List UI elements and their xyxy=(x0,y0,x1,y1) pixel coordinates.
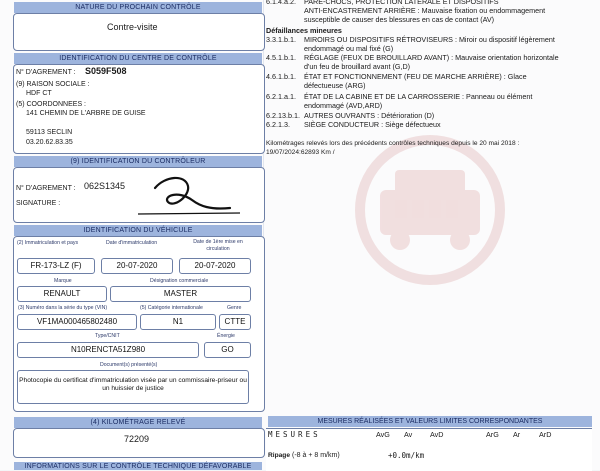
mesures-col-title: MESURES xyxy=(268,430,321,439)
defaillance-item: 4.6.1.b.1. ÉTAT ET FONCTIONNEMENT (FEU DE MARCHE ARRIÈRE) : Glace xyxy=(266,72,527,81)
mesures-row-range: (-8 à + 8 m/km) xyxy=(292,452,340,459)
cat-label: (5) Catégorie internationale xyxy=(140,305,203,311)
genre-label: Genre xyxy=(227,305,242,311)
defaillance-top-line1: 6.1.4.a.2. PARE-CHOCS, PROTECTION LATERALE ET DISPOSITIFS xyxy=(266,0,499,6)
defaillance-item-cont: endommagé (AVD,ARD) xyxy=(304,101,383,110)
defaillance-item: 3.3.1.b.1. MIROIRS OU DISPOSITIFS RÉTROVISEURS : Miroir ou dispositif légèrement xyxy=(266,35,555,44)
defaillance-item: 6.2.13.b.1. AUTRES OUVRANTS : Détérioration (D) xyxy=(266,111,435,120)
defaillance-item-cont: défectueuse (ARG) xyxy=(304,81,366,90)
energie-field: GO xyxy=(204,342,251,358)
energie-label: Énergie xyxy=(217,333,235,339)
section-header-vehicule: IDENTIFICATION DU VÉHICULE xyxy=(14,225,262,236)
section-header-kilometrage: (4) KILOMÉTRAGE RELEVÉ xyxy=(14,417,262,428)
defaillance-item: 4.5.1.b.1. RÉGLAGE (FEUX DE BROUILLARD AVANT) : Mauvaise orientation horizontale xyxy=(266,53,559,62)
section-header-mesures: MESURES RÉALISÉES ET VALEURS LIMITES CORRESPONDANTES xyxy=(268,416,592,427)
immat-field: FR-173-LZ (F) xyxy=(17,258,95,274)
mesures-col-ar: Ar xyxy=(513,430,521,439)
signature-image xyxy=(130,170,245,218)
cat-field: N1 xyxy=(140,314,216,330)
prochain-controle-value: Contre-visite xyxy=(107,22,158,32)
section-header-prochain-controle: NATURE DU PROCHAIN CONTRÔLE xyxy=(14,2,262,13)
marque-field: RENAULT xyxy=(17,286,107,302)
mesures-col-av: Av xyxy=(404,430,413,439)
vin-label: (3) Numéro dans la série du type (VIN) xyxy=(18,305,108,311)
mesures-col-avg: AvG xyxy=(376,430,390,439)
prochain-controle-box xyxy=(13,13,265,51)
centre-address1: 141 CHEMIN DE L'ARBRE DE GUISE xyxy=(26,110,146,117)
kilometrage-value: 72209 xyxy=(124,434,150,444)
docs-label: Document(s) présenté(s) xyxy=(100,362,158,368)
section-header-informations: INFORMATIONS SUR LE CONTRÔLE TECHNIQUE DÉFAVORABLE xyxy=(14,462,262,470)
km-note-line1: Kilométrages relevés lors des précédents contrôles techniques depuis le 20 mai 2018 : xyxy=(266,140,520,147)
date-immat-field: 20-07-2020 xyxy=(101,258,173,274)
defaillance-item: 6.2.1.a.1. ÉTAT DE LA CABINE ET DE LA CARROSSERIE : Panneau ou élément xyxy=(266,92,533,101)
defaillance-item: 6.2.1.3. SIÈGE CONDUCTEUR : Siège défectueux xyxy=(266,120,441,129)
defaillances-mineures-title: Défaillances mineures xyxy=(266,26,342,35)
km-note-line2: 19/07/2024:62893 Km / xyxy=(266,149,335,156)
section-header-controleur: (9) IDENTIFICATION DU CONTRÔLEUR xyxy=(14,156,262,167)
mesures-row-label: Ripage xyxy=(268,452,290,459)
designation-field: MASTER xyxy=(110,286,251,302)
mesures-col-ard: ArD xyxy=(539,430,552,439)
section-header-centre: IDENTIFICATION DU CENTRE DE CONTRÔLE xyxy=(14,53,262,64)
date-premiere-field: 20-07-2020 xyxy=(179,258,251,274)
immat-label: (2) Immatriculation et pays xyxy=(17,240,79,246)
mesures-col-arg: ArG xyxy=(486,430,499,439)
defaillance-item-cont: endommagé ou mal fixé (G) xyxy=(304,44,394,53)
date-immat-label: Date d'immatriculation xyxy=(106,240,158,246)
centre-raison-label: (9) RAISON SOCIALE : xyxy=(16,81,90,88)
defaillance-top-line2: ANTI-ENCASTREMENT ARRIÈRE : Mauvaise fixation ou endommagement xyxy=(304,6,546,15)
type-label: Type/CNIT xyxy=(95,333,120,339)
mesures-row-value: +0.0m/km xyxy=(388,451,425,460)
type-field: N10RENCTA51Z980 xyxy=(17,342,199,358)
mesures-col-avd: AvD xyxy=(430,430,444,439)
designation-label: Désignation commerciale xyxy=(150,278,209,284)
genre-field: CTTE xyxy=(219,314,251,330)
centre-agrement-label: N° D'AGREMENT : xyxy=(16,69,76,76)
defaillance-item-cont: d'un feu de brouillard avant (G,D) xyxy=(304,62,411,71)
defaillance-top-line3: susceptible de causer des blessures en cas de contact (AV) xyxy=(304,15,495,24)
centre-coord-label: (5) COORDONNEES : xyxy=(16,101,87,108)
date-premiere-label: Date de 1ère mise en circulation xyxy=(193,239,243,252)
centre-phone: 03.20.62.83.35 xyxy=(26,139,73,146)
docs-field: Photocopie du certificat d'immatriculation visée par un commissaire-priseur ou un huissier de justice xyxy=(17,370,249,404)
vin-field: VF1MA000465802480 xyxy=(17,314,137,330)
centre-agrement-value: S059F508 xyxy=(85,66,127,76)
marque-label: Marque xyxy=(54,278,72,284)
controleur-agrement-value: 062S1345 xyxy=(84,181,126,191)
centre-address2: 59113 SECLIN xyxy=(26,129,73,136)
controleur-agrement-label: N° D'AGREMENT : xyxy=(16,185,76,192)
centre-raison-value: HDF CT xyxy=(26,90,52,97)
controleur-signature-label: SIGNATURE : xyxy=(16,200,61,207)
